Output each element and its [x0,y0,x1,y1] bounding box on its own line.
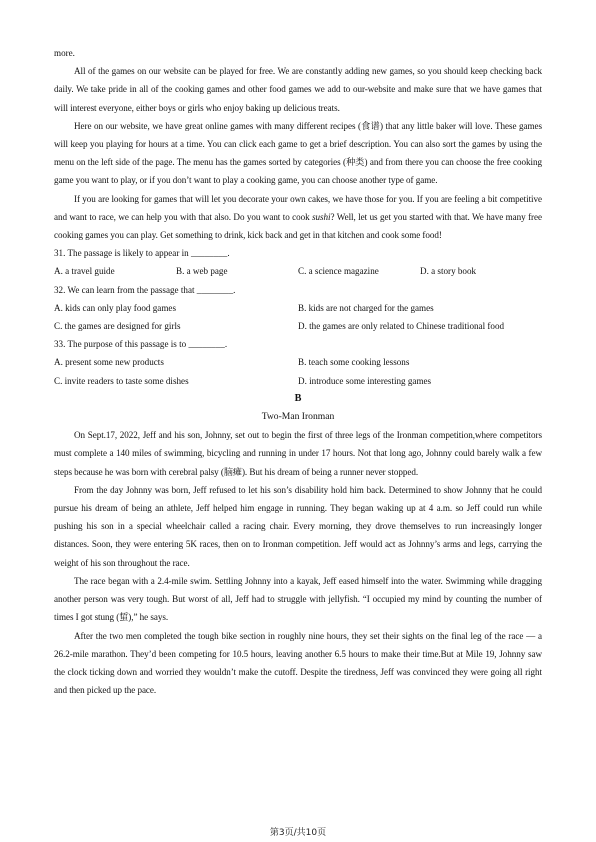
option-31-a: A. a travel guide [54,266,115,277]
question-33-options-row-2 [54,372,542,390]
passage-a-paragraph-2: Here on our website, we have great online games with many different recipes (食谱) that any little baker will love. These games will keep you playing for hours at a time. You can click each game to get a brief description. You can also sort the games by using the menu on the left side of the page. The menu has the games sorted by categories (种类) and from there you can choose the free cooking game you want to play, or if you don’t want to play a cooking game, you can choose another type of game. [54,120,542,186]
section-b-paragraph-4: After the two men completed the tough bike section in roughly nine hours, they set their sights on the final leg of the race — a 26.2-mile marathon. They’d been competing for 10.5 hours, leaving another 6.5 hours to make their time.But at Mile 19, Johnny saw the clock ticking down and worried they wouldn’t make the cutoff. Despite the tiredness, Jeff was convinced they were going all right and then picked up the pace. [54,630,542,696]
question-33-options-row-1 [54,353,542,371]
question-32-options-row-2 [54,317,542,335]
option-31-c: C. a science magazine [298,266,379,277]
option-32-c: C. the games are designed for girls [54,321,181,332]
option-32-d: D. the games are only related to Chinese traditional food [298,321,505,332]
paragraph-3-text-a: If you are looking for games that will let you decorate your own cakes, we have those for you. If you are feeling a bit competitive and want to race, we can help you with that also. Do you want to cook [54,193,542,222]
option-33-a: A. present some new products [54,357,164,368]
option-31-b: B. a web page [176,266,228,277]
option-33-b: B. teach some cooking lessons [298,357,410,368]
page-number-footer: 第3页/共10页 [269,828,327,838]
passage-a-paragraph-1: All of the games on our website can be played for free. We are constantly adding new games, so you should keep checking back daily. We take pride in all of the cooking games and other food games we add to our-website and make sure that we have games that will interest everyone, either boys or girls who enjoy baking up delicious treats. [54,66,542,113]
question-33: 33. The purpose of this passage is to ________. [54,339,228,350]
section-b-paragraph-1: On Sept.17, 2022, Jeff and his son, Johnny, set out to begin the first of three legs of the Ironman competition,where competitors must complete a 140 miles of swimming, bicycling and running in under 17 hours. Not that long ago, Johnny could barely walk a few steps because he was born with cerebral palsy (脑瘫). But his dream of being a runner never stopped. [54,430,542,477]
section-b-paragraph-2: From the day Johnny was born, Jeff refused to let his son’s disability hold him back. Determined to show Johnny that he could pursue his dream of being an athlete, Jeff helped him engage in running. They began waking up at 4 a.m. so Jeff could run while pushing his son in a special wheelchair called a racing chair. Every morning, they drove themselves to run increasingly longer distances. Soon, they were entering 5K races, then on to Ironman competition. Jeff would act as Johnny’s arms and legs, carrying the weight of his son throughout the race. [54,484,542,568]
passage-a-paragraph-3 [54,190,542,245]
option-32-a: A. kids can only play food games [54,302,176,313]
option-32-b: B. kids are not charged for the games [298,302,434,313]
option-31-d: D. a story book [420,266,477,277]
option-33-c: C. invite readers to taste some dishes [54,375,189,386]
question-32: 32. We can learn from the passage that ________. [54,284,236,295]
question-32-options-row-1 [54,299,542,317]
paragraph-3-text-b: ? Well, let us get you started with that. We have many free cooking games you can play. Get something to drink, kick back and get in that kitchen and cook some food! [54,211,543,241]
document-page [54,44,542,699]
section-b-paragraph-3: The race began with a 2.4-mile swim. Settling Johnny into a kayak, Jeff eased himself into the water. Swimming while dragging another person was very tough. But worst of all, Jeff had to struggle with jellyfish. “I occupied my mind by counting the number of times I got stung (蜇),” he says. [54,575,542,623]
section-b-title: Two-Man Ironman [261,411,335,423]
option-33-d: D. introduce some interesting games [298,375,432,386]
section-b-letter: B [294,392,302,404]
question-31-options [54,262,542,280]
passage-a-continuation: more. [54,48,75,58]
question-31: 31. The passage is likely to appear in ________. [54,248,230,259]
sushi-italic: sushi [312,211,331,222]
